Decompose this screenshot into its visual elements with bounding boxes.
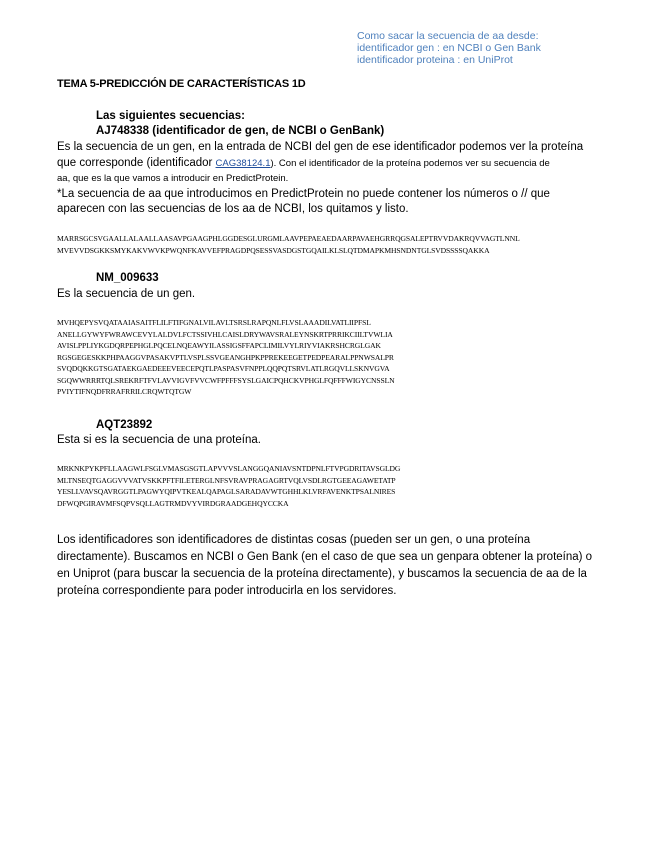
section3-heading: AQT23892 xyxy=(96,419,153,431)
sequence-block-1 xyxy=(57,233,520,256)
sequence-line: MARRSGCSVGAALLALAALLAASAVPGAAGPHLGGDESGLURGMLAAVPEPAEAEDAARPAVAEHGRRQGSALEPTRVVDAKRQVVAGTLNNL xyxy=(57,234,520,243)
sequence-line: ANELLGYWYFWRAWCEVYLALDVLFCTSSIVHLCAISLDRYWAVSRALEYNSKRTPRRIKCIILTVWLIA xyxy=(57,329,393,339)
text-line xyxy=(57,156,602,172)
note-line: identificador proteina : en UniProt xyxy=(357,54,513,66)
section3-text xyxy=(57,433,602,449)
margin-note xyxy=(357,30,607,66)
note-line: identificador gen : en NCBI o Gen Bank xyxy=(357,42,541,54)
section1-identifier: AJ748338 (identificador de gen, de NCBI o GenBank) xyxy=(96,125,385,137)
sequence-line: PVIYTIFNQDFRRAFRRILCRQWTQTGW xyxy=(57,387,192,396)
protein-link[interactable]: CAG38124.1 xyxy=(215,157,271,169)
section2-text xyxy=(57,287,602,303)
text-line: proteína correspondiente para poder introducirla en los servidores. xyxy=(57,585,397,597)
text-line: Los identificadores son identificadores de distintas cosas (pueden ser un gen, o una proteína xyxy=(57,534,531,546)
sequence-line: MVHQEPYSVQATAAIASAITFLILFTIFGNALVILAVLTSRSLRAPQNLFLVSLAAADILVATLIIPFSL xyxy=(57,318,371,327)
sequence-line: DFWQPGIRAVMFSQPVSQLLAGTRMDVYVIRDGRAADGEHQYCCKA xyxy=(57,498,289,508)
text-line: en Uniprot (para buscar la secuencia de la proteína directamente), y buscamos la secuencia de aa de la xyxy=(57,568,587,580)
sequence-line: SGQWWRRRTQLSREKRFTFVLAVVIGVFVVCWFPFFFSYSLGAICPQHCKVPHGLFQFFFWIGYCNSSLN xyxy=(57,375,395,385)
text-line: directamente). Buscamos en NCBI o Gen Bank (en el caso de que sea un genpara obtener la proteína) o xyxy=(57,551,593,563)
text-line: aparecen con las secuencias de los aa de NCBI, los quitamos y listo. xyxy=(57,203,409,215)
sequence-block-2 xyxy=(57,317,395,398)
sequence-line: YESLLVAVSQAVRGGTLPAGWYQIPVTKEALQAPAGLSARADAVWTGHHLKLVRFAVENKTPSALNIRES xyxy=(57,487,396,496)
sequence-line: MRKNKPYKPFLLAAGWLFSGLVMASGSGTLAPVVVSLANGGQANIAVSNTDPNLFTVPGDRITAVSGLDG xyxy=(57,464,401,473)
sequence-line: MVEVVDSGKKSMYKAKVWVKPWQNFKAVVEFPRAGDPQSESSVASDGSTGQAILKLSLQTDMAPKMHSNDNTGLSVDSSSSQAKKA xyxy=(57,245,490,255)
sequence-line: RGSGEGESKKPHPAAGGVPASAKVPTLVSPLSSVGEANGHPKPPREKEEGETPEDPEARALPPNWSALPR xyxy=(57,352,394,362)
conclusion-paragraph xyxy=(57,532,602,600)
text-line: Es la secuencia de un gen, en la entrada de NCBI del gen de ese identificador podemos ver la proteína xyxy=(57,141,584,153)
section2-heading: NM_009633 xyxy=(96,272,159,284)
section1-text xyxy=(57,140,602,218)
page-title: TEMA 5-PREDICCIÓN DE CARACTERÍSTICAS 1D xyxy=(57,78,306,90)
note-line: Como sacar la secuencia de aa desde: xyxy=(357,30,539,42)
text-line: aa, que es la que vamos a introducir en PredictProtein. xyxy=(57,173,289,184)
sequence-line: AVISLPPLIYKGDQRPEPHGLPQCELNQEAWYILASSIGSFFAPCLIMILVYLRIYVIAKRSHCRGLGAK xyxy=(57,341,381,350)
text-fragment: que corresponde (identificador xyxy=(57,156,216,169)
text-line: *La secuencia de aa que introducimos en PredictProtein no puede contener los números o // que xyxy=(57,187,550,200)
text-line: Esta si es la secuencia de una proteína. xyxy=(57,434,261,446)
text-fragment: ). Con el identificador de la proteína podemos ver su secuencia de xyxy=(270,157,550,169)
section1-heading: Las siguientes secuencias: xyxy=(96,110,245,122)
text-line: Es la secuencia de un gen. xyxy=(57,288,196,300)
sequence-line: MLTNSEQTGAGGVVVATVSKKPFTFILETERGLNFSVRAVPRAGAGRTVQLVSDLRGTGEEAGAWETATP xyxy=(57,475,396,485)
sequence-block-3 xyxy=(57,463,400,509)
sequence-line: SVQDQKKGTSGATAEKGAEDEEEVEECEPQTLPASPASVFNPPLQQPQTSRVLATLRGQVLLSKNVGVA xyxy=(57,364,390,373)
